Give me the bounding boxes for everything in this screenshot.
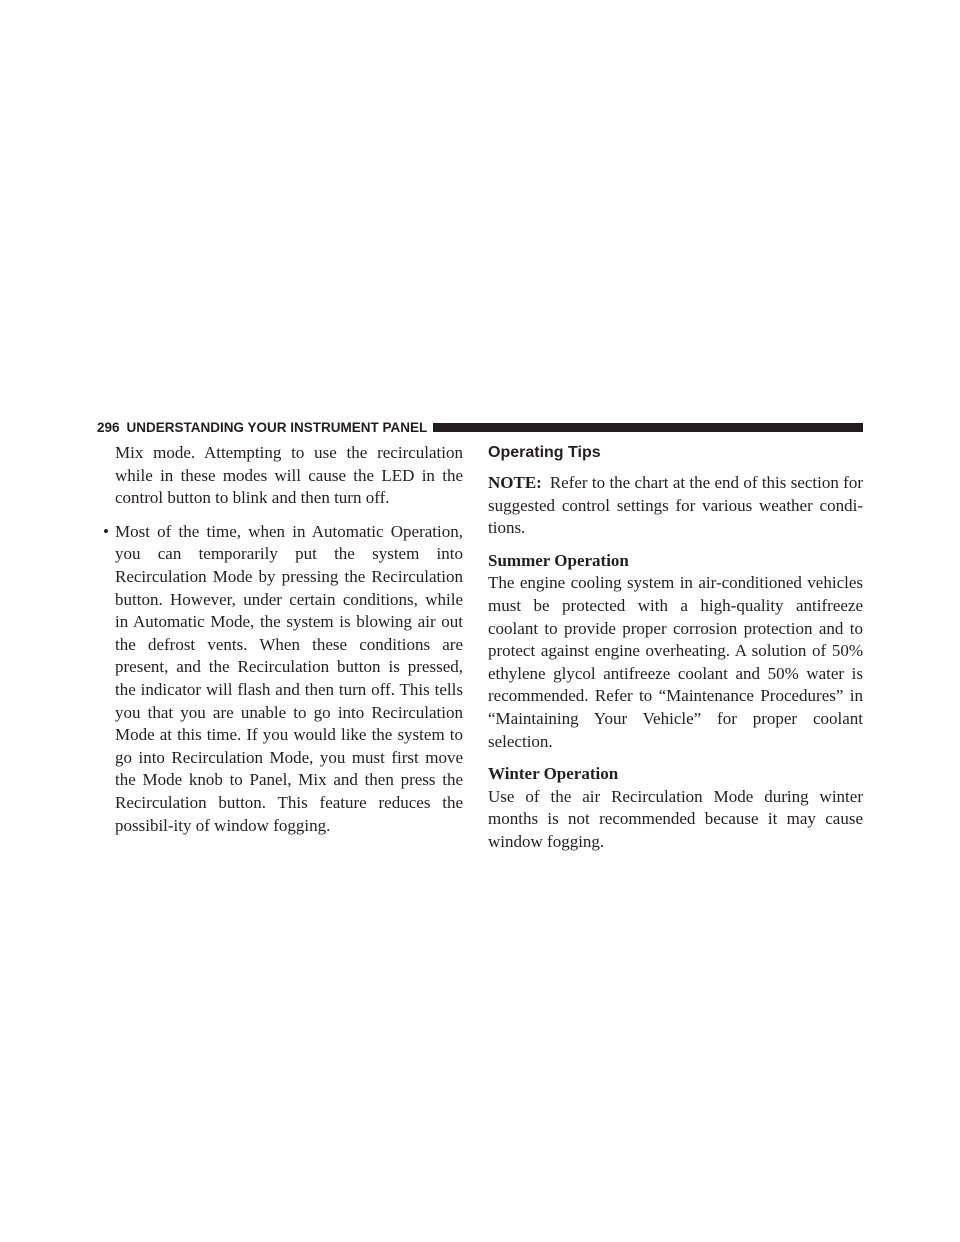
winter-heading: Winter Operation xyxy=(488,764,619,784)
note-text: Refer to the chart at the end of this section for suggested control settings for various weather condi-tions. xyxy=(488,473,863,538)
summer-paragraph: The engine cooling system in air-conditioned vehicles must be protected with a high-quality antifreeze coolant to provide proper corrosion protection and to protect against engine overheating. A solution of 50% ethylene glycol antifreeze coolant and 50% water is recommended. Refer to “Maintenance Procedures” in “Maintaining Your Vehicle” for proper coolant selection. xyxy=(488,573,863,751)
header-rule xyxy=(433,423,863,432)
bullet-paragraph: Most of the time, when in Automatic Operation, you can temporarily put the system into Recirculation Mode by pressing the Recirculation button. However, under certain conditions, while in Automatic Mode, the system is blowing air out the defrost vents. When these conditions are present, and the Recirculation button is pressed, the indicator will flash and then turn off. This tells you that you are unable to go into Recirculation Mode at this time. If you would like the system to go into Recirculation Mode, you must first move the Mode knob to Panel, Mix and then press the Recirculation button. This feature reduces the possibil-ity of window fogging. xyxy=(115,521,463,835)
list-item xyxy=(103,521,463,837)
section-title: UNDERSTANDING YOUR INSTRUMENT PANEL xyxy=(126,419,428,435)
summer-heading: Summer Operation xyxy=(488,550,629,570)
page-header xyxy=(97,418,863,436)
page-number: 296 xyxy=(97,419,120,435)
note-paragraph xyxy=(488,472,863,540)
section-heading: Operating Tips xyxy=(488,444,601,461)
bullet-icon: • xyxy=(103,521,109,541)
note-label: NOTE: xyxy=(488,473,542,492)
right-column xyxy=(488,442,863,854)
left-column xyxy=(103,442,463,837)
winter-paragraph: Use of the air Recirculation Mode during winter months is not recommended because it may cause window fogging. xyxy=(488,786,863,851)
continued-paragraph: Mix mode. Attempting to use the recirculation while in these modes will cause the LED in the control button to blink and then turn off. xyxy=(115,443,463,508)
